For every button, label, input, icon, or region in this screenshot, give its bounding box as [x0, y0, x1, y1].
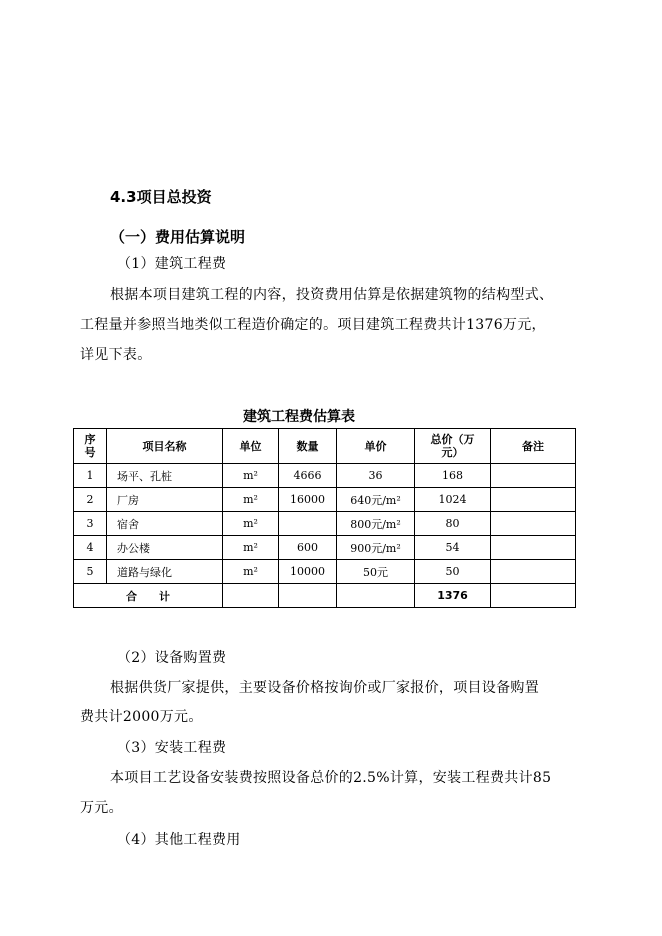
subsection-title: （一）费用估算说明 [110, 228, 246, 246]
construction-paragraph-line-1: 根据本项目建筑工程的内容，投资费用估算是依据建筑物的结构型式、 [110, 287, 554, 303]
cell-qty [279, 512, 337, 536]
construction-paragraph-line-2: 工程量并参照当地类似工程造价确定的。项目建筑工程费共计1376万元， [80, 317, 546, 333]
cell-remark [491, 512, 576, 536]
construction-paragraph-line-3: 详见下表。 [80, 347, 152, 363]
total-value: 1376 [415, 584, 491, 608]
cell-name: 宿舍 [107, 512, 223, 536]
equipment-paragraph-line-1: 根据供货厂家提供，主要设备价格按询价或厂家报价，项目设备购置 [110, 680, 539, 696]
cell-unit: m² [223, 536, 279, 560]
section-title: 4.3项目总投资 [110, 188, 212, 206]
cell-unit: m² [223, 488, 279, 512]
table-row [74, 512, 576, 536]
cell-qty: 10000 [279, 560, 337, 584]
total-label: 合 计 [74, 584, 223, 608]
cell-price: 800元/m² [337, 512, 415, 536]
cell-price: 640元/m² [337, 488, 415, 512]
cell-total: 54 [415, 536, 491, 560]
other-heading: （4）其他工程费用 [117, 832, 241, 848]
equipment-paragraph-line-2: 费共计2000万元。 [80, 709, 203, 725]
cell-empty [223, 584, 279, 608]
cell-price: 900元/m² [337, 536, 415, 560]
cell-price: 36 [337, 464, 415, 488]
installation-heading: （3）安装工程费 [117, 740, 227, 756]
header-remark: 备注 [491, 429, 576, 464]
construction-heading: （1）建筑工程费 [117, 256, 227, 272]
cell-name: 厂房 [107, 488, 223, 512]
cell-total: 80 [415, 512, 491, 536]
cell-empty [491, 584, 576, 608]
cell-empty [279, 584, 337, 608]
installation-paragraph-line-2: 万元。 [80, 800, 123, 816]
cell-unit: m² [223, 464, 279, 488]
cell-empty [337, 584, 415, 608]
header-total: 总价（万元） [415, 429, 491, 464]
cell-unit: m² [223, 560, 279, 584]
cell-no: 5 [74, 560, 107, 584]
table-caption: 建筑工程费估算表 [243, 409, 355, 425]
table-row [74, 464, 576, 488]
header-unit: 单位 [223, 429, 279, 464]
table-header-row [74, 429, 576, 464]
equipment-heading: （2）设备购置费 [117, 650, 227, 666]
cell-no: 1 [74, 464, 107, 488]
header-price: 单价 [337, 429, 415, 464]
cell-qty: 4666 [279, 464, 337, 488]
cell-no: 2 [74, 488, 107, 512]
cell-qty: 600 [279, 536, 337, 560]
cell-no: 3 [74, 512, 107, 536]
cell-remark [491, 488, 576, 512]
table-total-row [74, 584, 576, 608]
cost-estimate-table [73, 428, 576, 608]
cell-remark [491, 536, 576, 560]
cell-remark [491, 560, 576, 584]
cell-no: 4 [74, 536, 107, 560]
cell-price: 50元 [337, 560, 415, 584]
cell-total: 1024 [415, 488, 491, 512]
cell-total: 50 [415, 560, 491, 584]
table-row [74, 536, 576, 560]
table-row [74, 488, 576, 512]
cell-name: 场平、孔桩 [107, 464, 223, 488]
cell-total: 168 [415, 464, 491, 488]
cell-name: 办公楼 [107, 536, 223, 560]
installation-paragraph-line-1: 本项目工艺设备安装费按照设备总价的2.5%计算，安装工程费共计85 [110, 770, 552, 786]
cell-name: 道路与绿化 [107, 560, 223, 584]
cell-qty: 16000 [279, 488, 337, 512]
table-row [74, 560, 576, 584]
header-no: 序号 [74, 429, 107, 464]
header-qty: 数量 [279, 429, 337, 464]
cell-remark [491, 464, 576, 488]
header-name: 项目名称 [107, 429, 223, 464]
cell-unit: m² [223, 512, 279, 536]
